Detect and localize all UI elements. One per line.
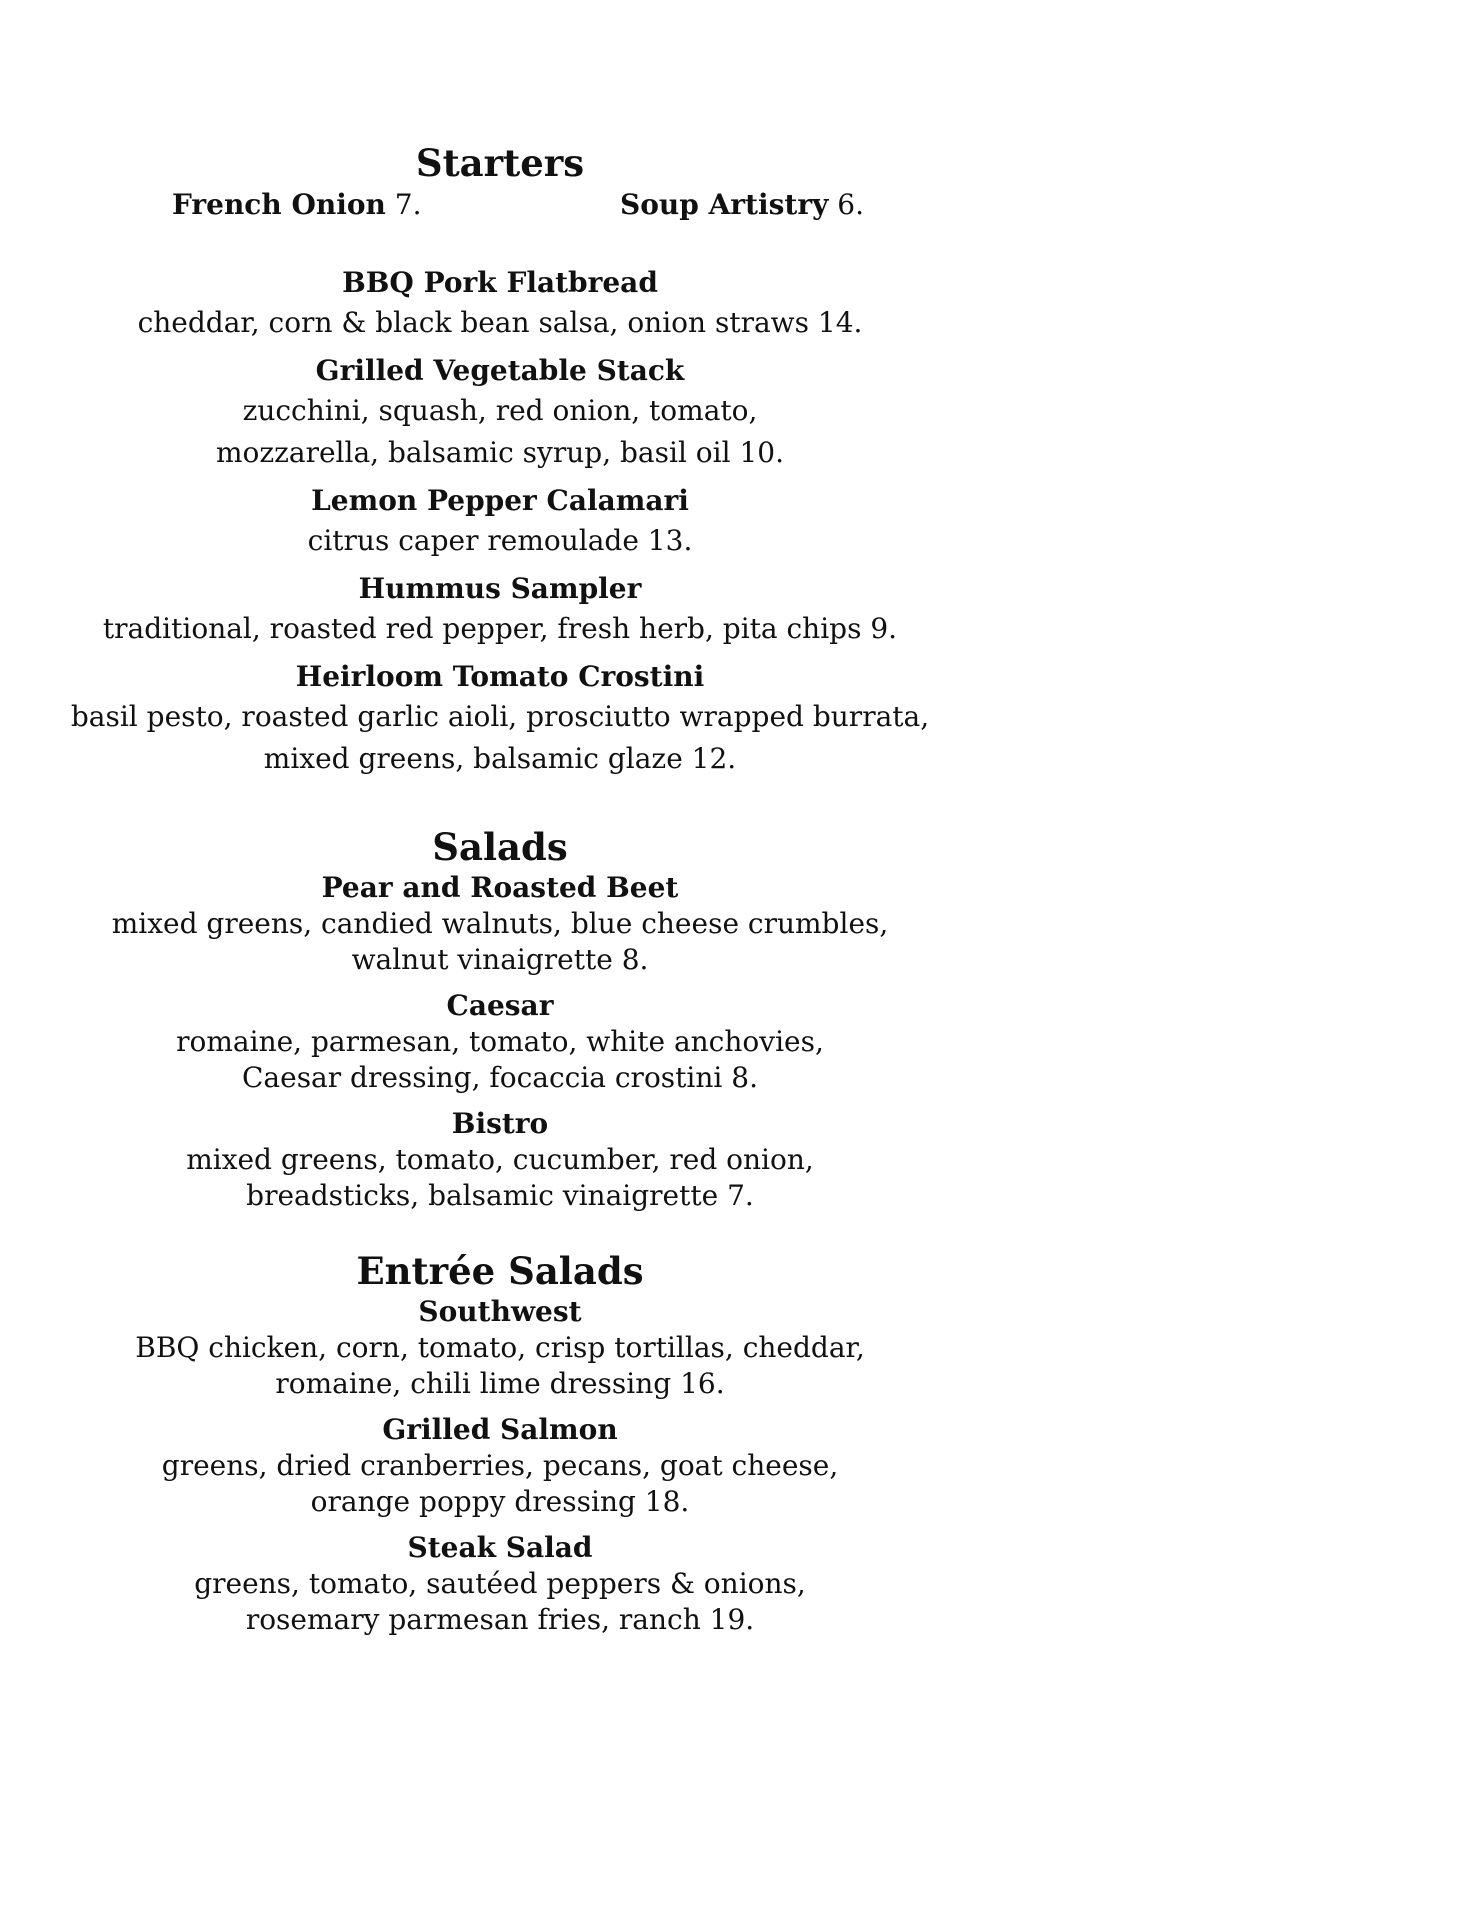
- soup-item: [620, 186, 864, 224]
- item-description: mozzarella, balsamic syrup, basil oil 10.: [215, 436, 784, 469]
- item-description: rosemary parmesan fries, ranch 19.: [245, 1603, 755, 1636]
- item-description: Caesar dressing, focaccia crostini 8.: [242, 1061, 758, 1094]
- item-description: cheddar, corn & black bean salsa, onion straws 14.: [137, 306, 863, 339]
- item-name: Steak Salad: [407, 1531, 593, 1564]
- item-name: Heirloom Tomato Crostini: [295, 660, 705, 693]
- menu-item: [0, 570, 1000, 650]
- item-description: orange poppy dressing 18.: [310, 1485, 690, 1518]
- item-description: mixed greens, tomato, cucumber, red onion,: [186, 1143, 814, 1176]
- item-description: greens, tomato, sautéed peppers & onions,: [194, 1567, 806, 1600]
- item-description: basil pesto, roasted garlic aioli, prosciutto wrapped burrata,: [70, 700, 930, 733]
- menu-item: [0, 1294, 1000, 1402]
- menu-item: [0, 1106, 1000, 1214]
- entree-salads-title: Entrée Salads: [356, 1249, 644, 1293]
- item-name: Southwest: [418, 1295, 582, 1328]
- salads-title: Salads: [432, 825, 568, 869]
- item-description: BBQ chicken, corn, tomato, crisp tortillas, cheddar,: [135, 1331, 865, 1364]
- item-name: BBQ Pork Flatbread: [342, 266, 658, 299]
- item-name: Hummus Sampler: [358, 572, 642, 605]
- item-name: Caesar: [446, 989, 554, 1022]
- soups-row: [0, 186, 1000, 226]
- item-description: greens, dried cranberries, pecans, goat cheese,: [161, 1449, 839, 1482]
- menu-item: [0, 658, 1000, 780]
- soup-price: 7.: [394, 188, 422, 221]
- menu-item: [0, 870, 1000, 978]
- item-name: Grilled Vegetable Stack: [315, 354, 685, 387]
- item-description: romaine, parmesan, tomato, white anchovies,: [176, 1025, 824, 1058]
- item-name: Lemon Pepper Calamari: [311, 484, 689, 517]
- item-description: mixed greens, balsamic glaze 12.: [263, 742, 737, 775]
- menu-item: [0, 264, 1000, 344]
- menu-item: [0, 352, 1000, 474]
- starters-section: [0, 140, 1000, 780]
- menu-item: [0, 1530, 1000, 1638]
- menu-item: [0, 988, 1000, 1096]
- salads-section: [0, 824, 1000, 1224]
- item-description: mixed greens, candied walnuts, blue cheese crumbles,: [111, 907, 889, 940]
- item-description: citrus caper remoulade 13.: [307, 524, 693, 557]
- soup-name: French Onion: [172, 188, 386, 221]
- item-name: Grilled Salmon: [382, 1413, 618, 1446]
- item-description: breadsticks, balsamic vinaigrette 7.: [246, 1179, 754, 1212]
- soup-item: [172, 186, 422, 224]
- item-description: romaine, chili lime dressing 16.: [275, 1367, 725, 1400]
- item-description: walnut vinaigrette 8.: [351, 943, 649, 976]
- item-name: Pear and Roasted Beet: [321, 871, 679, 904]
- item-description: zucchini, squash, red onion, tomato,: [242, 394, 758, 427]
- soup-price: 6.: [837, 188, 864, 221]
- item-description: traditional, roasted red pepper, fresh herb, pita chips 9.: [102, 612, 898, 645]
- menu-item: [0, 1412, 1000, 1520]
- item-name: Bistro: [451, 1107, 549, 1140]
- soup-name: Soup Artistry: [620, 188, 829, 221]
- menu-item: [0, 482, 1000, 562]
- entree-salads-section: [0, 1248, 1000, 1648]
- starters-title: Starters: [415, 141, 585, 185]
